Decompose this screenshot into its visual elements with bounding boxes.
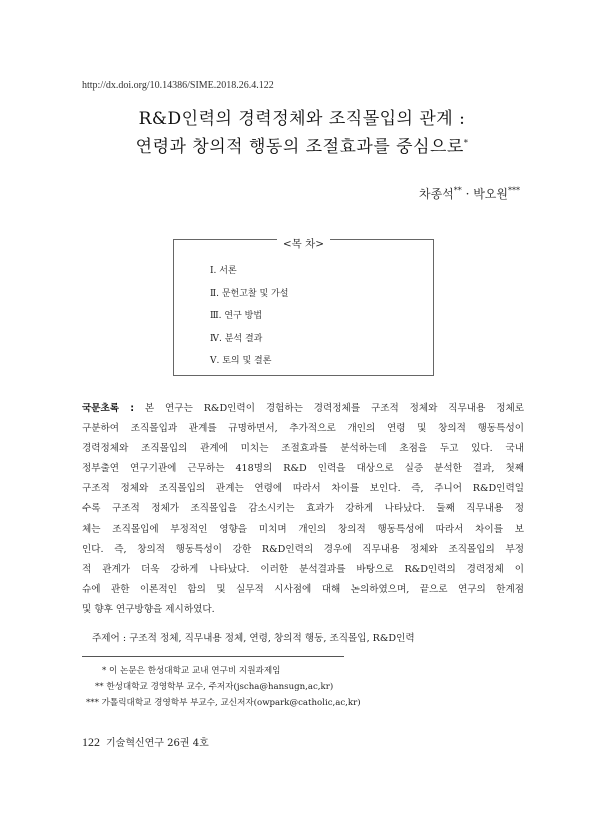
paper-title-line1: R&D인력의 경력정체와 조직몰입의 관계 : [138, 109, 466, 129]
toc-item: Ⅰ. 서론 [210, 266, 237, 276]
paper-title-line2 [60, 132, 544, 157]
abstract-line: 체는 조직몰입에 부정적인 영향을 미치며 개인의 창의적 행동특성에 따라서 차이를 보 [82, 523, 524, 535]
toc-item: Ⅴ. 토의 및 결론 [210, 356, 272, 366]
keywords: 주제어 : 구조적 정체, 직무내용 정체, 연령, 창의적 행동, 조직몰입, R&D인력 [92, 633, 415, 644]
toc-item: Ⅲ. 연구 방법 [210, 311, 263, 321]
korean-abstract [82, 399, 524, 620]
author-name: 박오원 [473, 187, 508, 201]
table-of-contents [173, 239, 434, 376]
abstract-label: 국문초록 : [82, 403, 135, 414]
toc-heading: <목 차> [277, 238, 330, 250]
footnote: ** 한성대학교 경영학부 교수, 주저자(jscha@hansugn,ac,kr) [95, 682, 334, 692]
author-footnote-mark: *** [508, 186, 520, 195]
author-name: 차종석 [418, 187, 454, 201]
author-list [419, 185, 520, 202]
abstract-line: 구분하여 조직몰입과 관계를 규명하면서, 추가적으로 개인의 연령 및 창의적 행동특성이 [82, 423, 524, 435]
abstract-line: 수록 구조적 정체가 조직몰입을 감소시키는 효과가 강하게 나타났다. 둘째 직무내용 정 [82, 503, 524, 515]
abstract-line: 경력정체와 조직몰입의 관계에 미치는 조절효과를 분석하는데 초점을 두고 있다. 국내 [82, 443, 524, 455]
abstract-line: 및 향후 연구방향을 제시하였다. [82, 603, 215, 615]
footnote: * 이 논문은 한성대학교 교내 연구비 지원과제임 [102, 666, 281, 676]
abstract-line: 구조적 정체와 조직몰입의 관계는 연령에 따라서 차이를 보인다. 즉, 주니어 R&D인력일 [82, 483, 524, 495]
author-separator: · [461, 187, 474, 201]
abstract-line: 적 관계가 더욱 강하게 나타났다. 이러한 분석결과를 바탕으로 R&D인력의 경력정체 이 [82, 563, 524, 575]
title-footnote-mark: * [463, 138, 469, 148]
footnote: *** 가톨릭대학교 경영학부 부교수, 교신저자(owpark@catholic,ac,kr) [86, 698, 361, 708]
abstract-line: 슈에 관한 이론적인 함의 및 실무적 시사점에 대해 논의하였으며, 끝으로 연구의 한계점 [82, 583, 524, 595]
journal-name: 기술혁신연구 26권 4호 [106, 738, 209, 749]
abstract-line: 정부출연 연구기관에 근무하는 418명의 R&D 인력을 대상으로 실증 분석한 결과, 첫째 [82, 463, 524, 475]
page-number: 122 [82, 735, 100, 749]
author-footnote-mark: ** [453, 186, 462, 195]
toc-item: Ⅱ. 문헌고찰 및 가설 [210, 288, 289, 299]
abstract-line: 본 연구는 R&D인력이 경험하는 경력정체를 구조적 정체와 직무내용 정체로 [134, 403, 524, 414]
page-footer [82, 734, 209, 750]
toc-item: Ⅳ. 분석 결과 [210, 333, 263, 344]
title-line2-text: 연령과 창의적 행동의 조절효과를 중심으로 [135, 137, 464, 157]
doi-link[interactable]: http://dx.doi.org/10.14386/SIME.2018.26.4.122 [82, 80, 274, 91]
toc-list [210, 264, 288, 377]
footnote-divider [82, 656, 344, 657]
abstract-line: 인다. 즉, 창의적 행동특성이 강한 R&D인력의 경우에 직무내용 정체와 조직몰입의 부정 [82, 543, 524, 555]
